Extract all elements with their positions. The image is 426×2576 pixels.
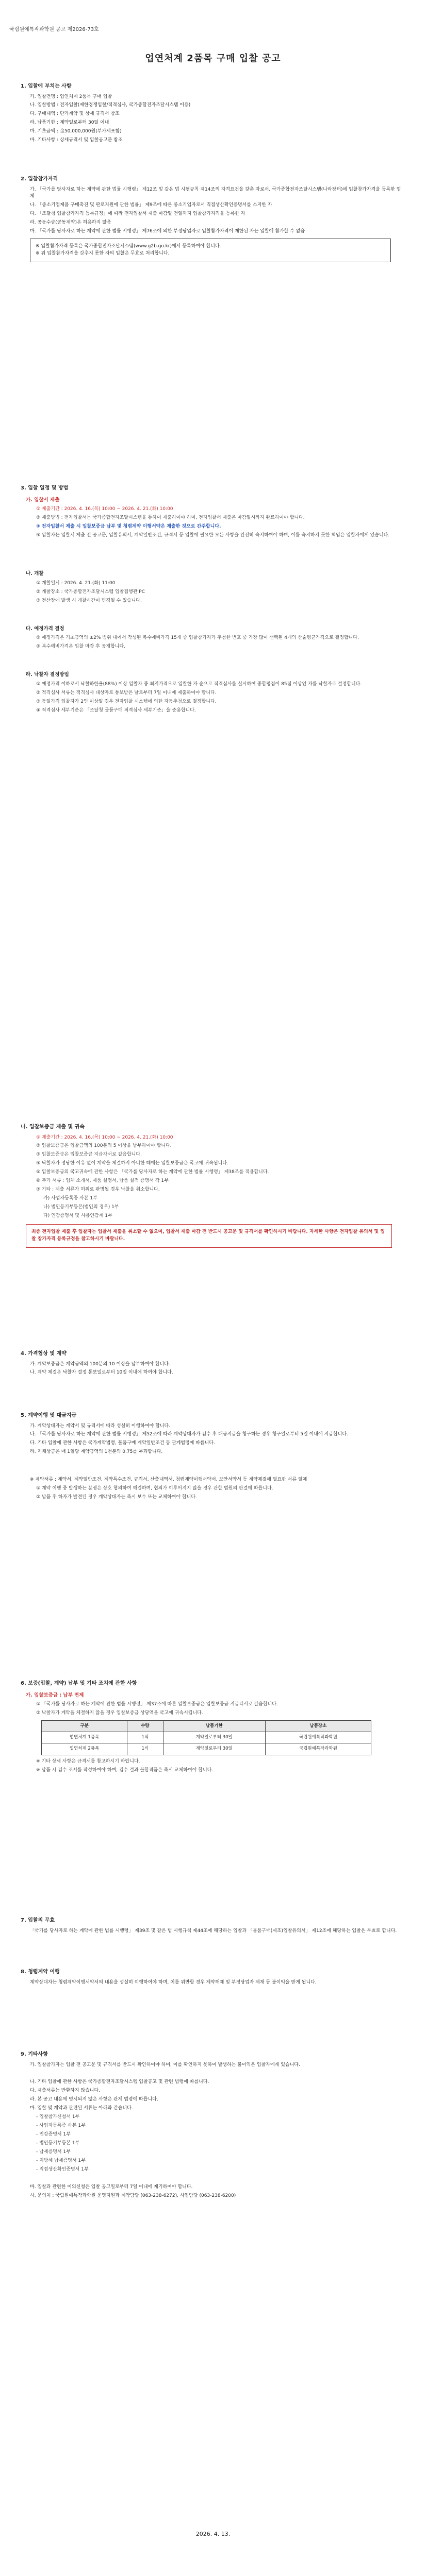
s10-final: 바. 입찰과 관련한 이의신청은 입찰 공고일로부터 7일 이내에 제기하여야 합니다. xyxy=(30,2184,193,2190)
s4-list-item: 가) 사업자등록증 사본 1부 xyxy=(43,1196,97,1201)
s6-item: 라. 지체상금은 매 1일당 계약금액의 1천분의 0.75를 부과합니다. xyxy=(30,1449,163,1455)
section-2 xyxy=(21,175,402,265)
s10-item: - 입찰참가신청서 1부 xyxy=(36,2114,80,2120)
section-9 xyxy=(21,1968,402,1988)
s3-d-item: ② 적격심사 서류는 적격심사 대상자로 통보받은 날로부터 7일 이내에 제출하여야 합니다. xyxy=(36,690,217,696)
s6-paragraph: ※ 계약서류 : 계약서, 계약일반조건, 계약특수조건, 규격서, 산출내역서, 청렴계약이행서약서, 보안서약서 등 계약체결에 필요한 서류 일체 xyxy=(30,1477,307,1483)
s10-final: 사. 문의처 : 국립원예특작과학원 운영지원과 계약담당 (063-238-6272), 사업담당 (063-238-6200) xyxy=(30,2193,236,2198)
s10-item: - 직접생산확인증명서 1부 xyxy=(36,2166,89,2172)
section-8-heading: 7. 입찰의 무효 xyxy=(21,1918,55,1923)
s2-note: ※ 위 입찰참가자격을 갖추지 못한 자의 입찰은 무효로 처리합니다. xyxy=(36,251,170,257)
table-header-cell: 수량 xyxy=(127,1721,163,1732)
table-header-row xyxy=(42,1721,371,1732)
s10-item: 라. 본 공고 내용에 명시되지 않은 사항은 관계 법령에 따릅니다. xyxy=(30,2097,158,2103)
section-10 xyxy=(21,2050,402,2201)
s1-item: 가. 입찰건명 : 업연처계 2품목 구매 입찰 xyxy=(30,94,112,99)
s4-item: ⑤ 입찰보증금의 국고귀속에 관한 사항은 「국가를 당사자로 하는 계약에 관한 법률 시행령」 제38조를 적용합니다. xyxy=(36,1170,269,1175)
section-10-heading: 9. 기타사항 xyxy=(21,2052,48,2057)
section-3-heading: 3. 입찰 일정 및 방법 xyxy=(21,485,69,491)
table-header-cell: 구분 xyxy=(42,1721,127,1732)
s3-c-item: ② 복수예비가격은 입찰 마감 후 공개합니다. xyxy=(36,644,126,650)
s10-body: 가. 입찰참가자는 입찰 전 공고문 및 규격서를 반드시 확인하여야 하며, 이를 확인하지 못하여 발생하는 불이익은 입찰자에게 있습니다. xyxy=(30,2062,300,2067)
s5-item: 나. 계약 체결은 낙찰자 결정 통보일로부터 10일 이내에 하여야 합니다. xyxy=(30,1370,173,1376)
section-4 xyxy=(21,1123,402,1252)
s4-item: ⑦ 기타 : 제출 서류가 허위로 판명될 경우 낙찰을 취소합니다. xyxy=(36,1187,160,1193)
s3-b-item: ① 개찰일시 : 2026. 4. 21.(화) 11:00 xyxy=(36,580,116,586)
s1-item: 나. 입찰방법 : 전자입찰(제한경쟁입찰/적격심사, 국가종합전자조달시스템 이용) xyxy=(30,103,191,108)
s1-item: 라. 납품기한 : 계약일로부터 30일 이내 xyxy=(30,120,109,126)
s3-d-item: ① 예정가격 이하로서 낙찰하한율(88%) 이상 입찰자 중 최저가격으로 입찰한 자 순으로 적격심사를 실시하여 종합평점이 85점 이상인 자를 낙찰자로 결정합니다. xyxy=(36,681,362,687)
s3-a-item: ② 제출방법 : 전자입찰서는 국가종합전자조달시스템을 통하여 제출하여야 하며, 전자입찰서 제출은 마감일시까지 완료하여야 합니다. xyxy=(36,515,305,521)
s4-list-item: 나) 법인등기부등본(법인의 경우) 1부 xyxy=(43,1205,119,1210)
s3-a-item: ④ 입찰자는 입찰서 제출 전 공고문, 입찰유의서, 계약일반조건, 규격서 등 입찰에 필요한 모든 사항을 완전히 숙지하여야 하며, 이를 숙지하지 못한 책임은 입찰자에게 있습니다. xyxy=(36,533,390,538)
s1-item: 다. 구매내역 : 단가계약 및 상세 규격서 참조 xyxy=(30,111,120,117)
section-5 xyxy=(21,1350,402,1378)
s2-notice-box xyxy=(30,239,391,262)
s7-item: ② 낙찰자가 계약을 체결하지 않을 경우 입찰보증금 상당액을 국고에 귀속시킵니다. xyxy=(36,1710,203,1716)
table-header-cell: 납품장소 xyxy=(265,1721,371,1732)
section-7 xyxy=(21,1680,402,1775)
s1-item: 마. 기초금액 : 金50,000,000원(부가세포함) xyxy=(30,129,122,134)
s10-item: - 인감증명서 1부 xyxy=(36,2132,71,2138)
s6-list-item: ② 납품 후 하자가 발견된 경우 계약상대자는 즉시 보수 또는 교체하여야 합니다. xyxy=(36,1495,197,1500)
table-cell: 업연처계 1품목 xyxy=(42,1732,127,1743)
table-cell: 계약일로부터 30일 xyxy=(163,1743,265,1755)
s3-d-item: ③ 동일가격 입찰자가 2인 이상일 경우 전자입찰 시스템에 의한 자동추첨으로 결정합니다. xyxy=(36,699,217,704)
s3-c-item: ① 예정가격은 기초금액의 ±2% 범위 내에서 작성된 복수예비가격 15개 중 입찰참가자가 추첨한 번호 중 가장 많이 선택된 4개의 산술평균가격으로 결정합니다. xyxy=(36,635,359,641)
page-title: 업연처계 2품목 구매 입찰 공고 xyxy=(145,53,281,64)
table-cell: 국립원예특작과학원 xyxy=(265,1743,371,1755)
s9-body: 계약상대자는 청렴계약이행서약서의 내용을 성실히 이행하여야 하며, 이를 위반할 경우 계약해제 및 부정당업자 제재 등 불이익을 받게 됩니다. xyxy=(30,1979,317,1985)
s3-d-item: ④ 적격심사 세부기준은 「조달청 물품구매 적격심사 세부기준」을 준용합니다. xyxy=(36,707,196,713)
s10-item: 다. 제출서류는 반환하지 않습니다. xyxy=(30,2088,101,2094)
section-1 xyxy=(21,82,402,146)
s4-list-item: 다) 인감증명서 및 사용인감계 1부 xyxy=(43,1213,112,1218)
s10-item: - 지방세 납세증명서 1부 xyxy=(36,2158,86,2163)
s2-item: 라. 공동수급(공동계약)은 허용하지 않음 xyxy=(30,220,111,226)
s3-sub-a: 가. 입찰서 제출 xyxy=(26,497,60,503)
table-cell: 업연처계 2품목 xyxy=(42,1743,127,1755)
s3-b-item: ② 개찰장소 : 국가종합전자조달시스템 입찰집행관 PC xyxy=(36,589,145,595)
table-row xyxy=(42,1743,371,1755)
s4-item: ⑥ 추가 서류 : 업체 소개서, 제품 설명서, 납품 실적 증명서 각 1부 xyxy=(36,1178,169,1184)
s4-item: ② 입찰보증금은 입찰금액의 100분의 5 이상을 납부하여야 합니다. xyxy=(36,1143,172,1149)
s7-item: ① 「국가를 당사자로 하는 계약에 관한 법률 시행령」 제37조에 따른 입찰보증금은 입찰보증금 지급각서로 갈음합니다. xyxy=(36,1702,278,1707)
s3-a-item: ③ 전자입찰서 제출 시 입찰보증금 납부 및 청렴계약 이행서약은 제출한 것으로 간주합니다. xyxy=(36,524,221,530)
table-row xyxy=(42,1732,371,1743)
section-8 xyxy=(21,1917,402,1936)
s6-item: 나. 「국가를 당사자로 하는 계약에 관한 법률 시행령」 제52조에 따라 계약상대자가 검수 후 대금지급을 청구하는 경우 청구일로부터 5일 이내에 지급합니다. xyxy=(30,1432,348,1437)
s6-item: 가. 계약상대자는 계약서 및 규격서에 따라 성실히 이행하여야 합니다. xyxy=(30,1423,171,1429)
table-header-cell: 납품기한 xyxy=(163,1721,265,1732)
table-cell: 1식 xyxy=(127,1743,163,1755)
s3-b-item: ③ 전산장애 발생 시 개찰시간이 변경될 수 있습니다. xyxy=(36,598,142,603)
section-9-heading: 8. 청렴계약 이행 xyxy=(21,1969,60,1975)
s5-item: 가. 계약보증금은 계약금액의 100분의 10 이상을 납부하여야 합니다. xyxy=(30,1361,170,1367)
notice-number: 국립원예특작과학원 공고 제2026-73호 xyxy=(9,27,99,32)
s6-list-item: ① 계약 이행 중 발생하는 분쟁은 상호 협의하여 해결하며, 협의가 이루어지지 않을 경우 관할 법원의 판결에 따릅니다. xyxy=(36,1486,273,1492)
s2-item: 나. 「중소기업제품 구매촉진 및 판로지원에 관한 법률」 제9조에 따른 중소기업자로서 직접생산확인증명서를 소지한 자 xyxy=(30,202,272,208)
s10-item: - 법인등기부등본 1부 xyxy=(36,2141,80,2146)
section-6 xyxy=(21,1412,402,1503)
section-4-heading: 나. 입찰보증금 제출 및 귀속 xyxy=(21,1124,85,1130)
section-5-heading: 4. 가격협상 및 계약 xyxy=(21,1351,67,1357)
s10-item: - 사업자등록증 사본 1부 xyxy=(36,2123,86,2129)
s4-item: ③ 입찰보증금은 입찰보증금 지급각서로 갈음합니다. xyxy=(36,1152,142,1158)
s3-a-item: ① 제출기간 : 2026. 4. 16.(목) 10:00 ~ 2026. 4. 21.(화) 10:00 xyxy=(36,506,173,512)
section-3 xyxy=(21,484,402,716)
table-cell: 국립원예특작과학원 xyxy=(265,1732,371,1743)
table-cell: 1식 xyxy=(127,1732,163,1743)
section-1-heading: 1. 입찰에 부치는 사항 xyxy=(21,83,72,89)
s7-sub: 가. 입찰보증금 : 납부 면제 xyxy=(26,1692,84,1698)
s3-sub-b: 나. 개찰 xyxy=(26,570,44,577)
notice-date: 2026. 4. 13. xyxy=(195,2531,231,2537)
s2-note: ※ 입찰참가자격 등록은 국가종합전자조달시스템(www.g2b.go.kr)에서 등록하여야 합니다. xyxy=(36,244,221,249)
s4-item: ④ 낙찰자가 정당한 이유 없이 계약을 체결하지 아니한 때에는 입찰보증금은 국고에 귀속됩니다. xyxy=(36,1161,228,1166)
s2-item: 가. 「국가를 당사자로 하는 계약에 관한 법률 시행령」 제12조 및 같은 법 시행규칙 제14조의 자격요건을 갖춘 자로서, 국가종합전자조달시스템(나라장터)에 입찰참가자격을 등록한 업체 xyxy=(30,187,401,199)
s3-sub-c: 다. 예정가격 결정 xyxy=(26,625,64,632)
warning-box: 최종 전자입찰 제출 후 입찰자는 입찰서 제출을 취소할 수 없으며, 입찰서 제출 마감 전 반드시 공고문 및 규격서를 확인하시기 바랍니다. 자세한 사항은 전자입찰 유의서 및 입찰 참가자격 등록규정을 참고하시기 바랍니다. xyxy=(26,1224,392,1248)
delivery-table xyxy=(41,1720,371,1755)
table-cell: 계약일로부터 30일 xyxy=(163,1732,265,1743)
section-2-heading: 2. 입찰참가자격 xyxy=(21,176,58,182)
s3-sub-d: 라. 낙찰자 결정방법 xyxy=(26,672,69,678)
s10-item: 마. 입찰 및 계약과 관련된 서류는 아래와 같습니다. xyxy=(30,2106,133,2111)
s2-item: 마. 「국가를 당사자로 하는 계약에 관한 법률 시행령」 제76조에 의한 부정당업자로 입찰참가자격이 제한된 자는 입찰에 참가할 수 없음 xyxy=(30,229,305,234)
s8-body: 「국가를 당사자로 하는 계약에 관한 법률 시행령」 제39조 및 같은 법 시행규칙 제44조에 해당하는 입찰과 「물품구매(제조)입찰유의서」 제12조에 해당하는 입찰은 무효로 합니다. xyxy=(30,1928,397,1934)
section-7-heading: 6. 보증(입찰, 계약) 납부 및 기타 조치에 관한 사항 xyxy=(21,1681,137,1686)
s7-note: ※ 기타 상세 사항은 규격서를 참고하시기 바랍니다. xyxy=(36,1758,140,1764)
s6-item: 다. 기타 입찰에 관한 사항은 국가계약법령, 물품구매 계약일반조건 등 관계법령에 따릅니다. xyxy=(30,1440,215,1446)
s4-item: ① 제출기간 : 2026. 4. 16.(목) 10:00 ~ 2026. 4. 21.(화) 10:00 xyxy=(36,1134,173,1140)
s7-note: ※ 납품 시 검수 조서를 작성하여야 하며, 검수 결과 불합격품은 즉시 교체하여야 합니다. xyxy=(36,1767,214,1773)
s10-item: 나. 기타 입찰에 관한 사항은 국가종합전자조달시스템 입찰공고 및 관련 법령에 따릅니다. xyxy=(30,2079,209,2085)
section-6-heading: 5. 계약이행 및 대금지급 xyxy=(21,1413,77,1418)
s10-item: - 납세증명서 1부 xyxy=(36,2149,71,2155)
s1-item: 바. 기타사항 : 상세규격서 및 입찰공고문 참조 xyxy=(30,138,123,143)
s2-item: 다. 「조달청 입찰참가자격 등록규정」에 따라 전자입찰서 제출 마감일 전일까지 입찰참가자격을 등록한 자 xyxy=(30,211,245,217)
